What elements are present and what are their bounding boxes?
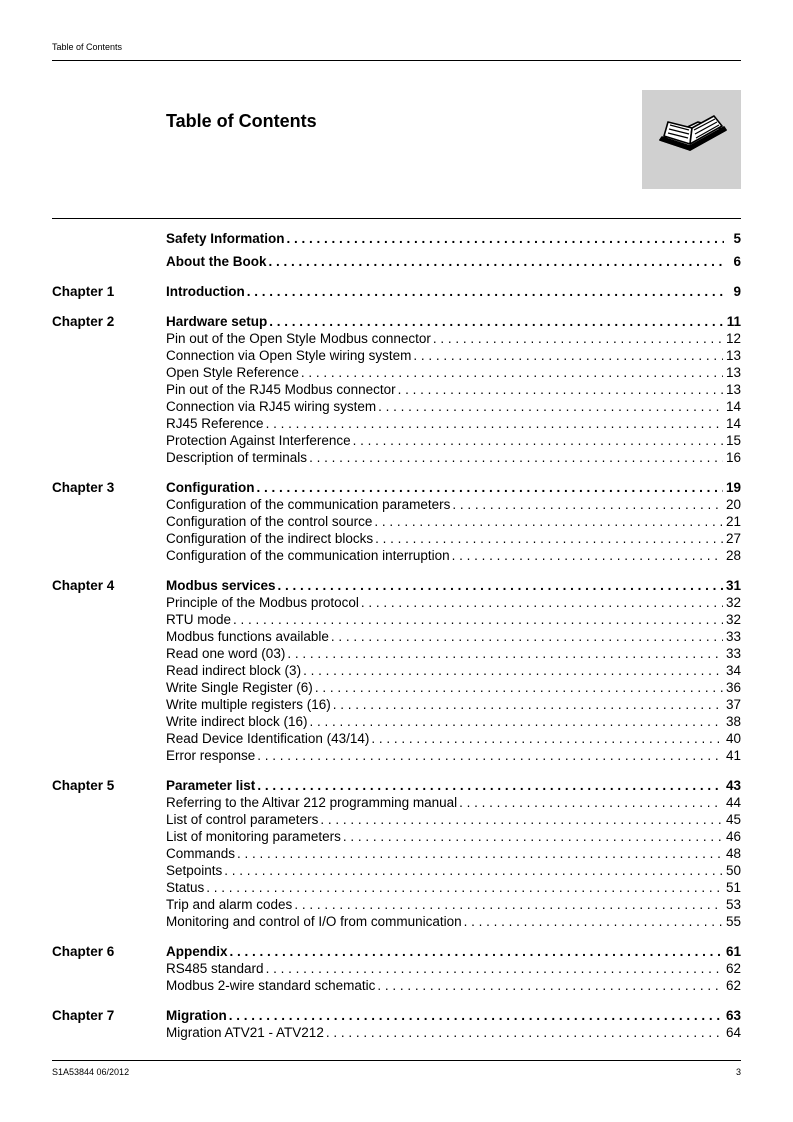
leader-dots: [287, 645, 723, 662]
chapter-section: [52, 283, 741, 300]
toc-entry-page: 53: [725, 897, 741, 912]
toc-entry-title: Modbus services: [166, 578, 276, 593]
toc-entry[interactable]: [166, 449, 741, 466]
toc-entry-page: 44: [725, 795, 741, 810]
chapter-heading-entry[interactable]: [166, 1007, 741, 1024]
toc-entry-page: 37: [725, 697, 741, 712]
toc-entry-title: Parameter list: [166, 778, 256, 793]
toc-entry-title: Configuration of the control source: [166, 514, 373, 529]
chapter-heading-entry[interactable]: [166, 943, 741, 960]
leader-dots: [375, 530, 723, 547]
leader-dots: [309, 449, 723, 466]
toc-entry-title: Introduction: [166, 284, 245, 299]
table-of-contents: [52, 230, 741, 1054]
toc-entry[interactable]: [166, 794, 741, 811]
toc-entry[interactable]: [166, 960, 741, 977]
chapter-section: [52, 777, 741, 930]
toc-entry-page: 27: [725, 531, 741, 546]
page-title: Table of Contents: [166, 111, 317, 131]
toc-entry-page: 33: [725, 629, 741, 644]
toc-entry[interactable]: [166, 611, 741, 628]
toc-entry[interactable]: [166, 879, 741, 896]
toc-entry-title: Setpoints: [166, 863, 223, 878]
toc-entry-title: Hardware setup: [166, 314, 268, 329]
toc-entry-page: 12: [725, 331, 741, 346]
toc-entry[interactable]: [166, 330, 741, 347]
toc-entry-title: Protection Against Interference: [166, 433, 351, 448]
toc-entry[interactable]: [166, 645, 741, 662]
chapter-heading-entry[interactable]: [166, 283, 741, 300]
leader-dots: [464, 913, 723, 930]
toc-entry-page: 51: [725, 880, 741, 895]
toc-entry-title: Pin out of the RJ45 Modbus connector: [166, 382, 396, 397]
chapter-section: [52, 943, 741, 994]
toc-entry-page: 31: [725, 578, 741, 593]
leader-dots: [256, 479, 722, 496]
toc-entry-title: Principle of the Modbus protocol: [166, 595, 359, 610]
leader-dots: [301, 364, 723, 381]
toc-entry-title: Migration: [166, 1008, 227, 1023]
leader-dots: [229, 1007, 723, 1024]
title-rule: [52, 218, 741, 219]
chapter-heading-entry[interactable]: [166, 313, 741, 330]
toc-entry-page: 43: [725, 778, 741, 793]
toc-entry-page: 15: [725, 433, 741, 448]
toc-entry[interactable]: [166, 679, 741, 696]
toc-entry-title: Configuration of the communication interruption: [166, 548, 450, 563]
toc-entry-page: 19: [725, 480, 741, 495]
leader-dots: [353, 432, 723, 449]
toc-entry[interactable]: [166, 913, 741, 930]
toc-entry[interactable]: [166, 381, 741, 398]
toc-entry-title: Write Single Register (6): [166, 680, 313, 695]
leader-dots: [237, 845, 723, 862]
toc-entry-title: Configuration of the indirect blocks: [166, 531, 374, 546]
leader-dots: [343, 828, 723, 845]
toc-entry-title: Safety Information: [166, 231, 285, 246]
leader-dots: [224, 862, 723, 879]
toc-entry[interactable]: [166, 398, 741, 415]
toc-entry-title: Trip and alarm codes: [166, 897, 293, 912]
toc-entry-page: 48: [725, 846, 741, 861]
leader-dots: [278, 577, 723, 594]
toc-entry[interactable]: [166, 696, 741, 713]
leader-dots: [377, 977, 723, 994]
toc-entry-title: RTU mode: [166, 612, 232, 627]
leader-dots: [303, 662, 723, 679]
page-number: 3: [735, 1067, 741, 1077]
toc-entry-page: 33: [725, 646, 741, 661]
toc-entry-page: 50: [725, 863, 741, 878]
toc-entry[interactable]: [166, 415, 741, 432]
toc-entry-page: 13: [725, 382, 741, 397]
toc-entry-page: 20: [725, 497, 741, 512]
chapter-label: Chapter 4: [52, 578, 115, 593]
leader-dots: [266, 960, 723, 977]
toc-entry-title: Configuration: [166, 480, 255, 495]
toc-entry-page: 62: [725, 978, 741, 993]
toc-entry-page: 41: [725, 748, 741, 763]
toc-entry-title: Error response: [166, 748, 256, 763]
toc-entry[interactable]: [166, 347, 741, 364]
leader-dots: [452, 547, 723, 564]
leader-dots: [378, 398, 723, 415]
toc-entry-title: Referring to the Altivar 212 programming manual: [166, 795, 458, 810]
leader-dots: [333, 696, 723, 713]
toc-entry[interactable]: [166, 730, 741, 747]
toc-entry-page: 40: [725, 731, 741, 746]
toc-entry-title: Read indirect block (3): [166, 663, 302, 678]
toc-entry-title: Modbus 2-wire standard schematic: [166, 978, 376, 993]
toc-entry[interactable]: [166, 977, 741, 994]
chapter-heading-entry[interactable]: [166, 577, 741, 594]
open-book-icon: [652, 110, 730, 160]
toc-entry[interactable]: [166, 713, 741, 730]
toc-entry-title: Pin out of the Open Style Modbus connector: [166, 331, 431, 346]
chapter-section: [52, 313, 741, 466]
toc-entry[interactable]: [166, 811, 741, 828]
chapter-section: [52, 577, 741, 764]
leader-dots: [287, 230, 724, 247]
toc-entry-page: 21: [725, 514, 741, 529]
toc-entry[interactable]: [166, 747, 741, 764]
leader-dots: [326, 1024, 723, 1041]
toc-entry-safety[interactable]: [166, 230, 741, 247]
leader-dots: [320, 811, 723, 828]
toc-entry-title: Appendix: [166, 944, 228, 959]
toc-entry[interactable]: [166, 594, 741, 611]
toc-entry-title: Modbus functions available: [166, 629, 329, 644]
chapter-label: Chapter 1: [52, 284, 115, 299]
chapter-label: Chapter 2: [52, 314, 115, 329]
toc-entry-page: 62: [725, 961, 741, 976]
toc-entry-title: Commands: [166, 846, 236, 861]
toc-entry-page: 45: [725, 812, 741, 827]
front-matter-section: [52, 230, 741, 270]
toc-entry[interactable]: [166, 513, 741, 530]
book-icon-box: [642, 90, 741, 189]
footer-rule: [52, 1060, 741, 1061]
toc-entry-page: 34: [725, 663, 741, 678]
toc-entry-title: Read one word (03): [166, 646, 286, 661]
chapter-section: [52, 1007, 741, 1041]
toc-entry-about[interactable]: [166, 253, 741, 270]
chapter-section: [52, 479, 741, 564]
toc-entry[interactable]: [166, 628, 741, 645]
chapter-label: Chapter 6: [52, 944, 115, 959]
leader-dots: [331, 628, 723, 645]
chapter-heading-entry[interactable]: [166, 777, 741, 794]
toc-entry-page: 32: [725, 595, 741, 610]
toc-entry-page: 13: [725, 348, 741, 363]
leader-dots: [230, 943, 723, 960]
toc-entry-page: 38: [725, 714, 741, 729]
toc-entry-title: RJ45 Reference: [166, 416, 264, 431]
toc-entry-page: 63: [725, 1008, 741, 1023]
document-reference: S1A53844 06/2012: [52, 1067, 130, 1077]
leader-dots: [361, 594, 723, 611]
chapter-label: Chapter 5: [52, 778, 115, 793]
toc-entry[interactable]: [166, 845, 741, 862]
toc-entry[interactable]: [166, 1024, 741, 1041]
toc-entry[interactable]: [166, 547, 741, 564]
chapter-list: [52, 283, 741, 1041]
leader-dots: [433, 330, 723, 347]
leader-dots: [459, 794, 723, 811]
toc-entry[interactable]: [166, 496, 741, 513]
toc-entry-title: Status: [166, 880, 205, 895]
leader-dots: [374, 513, 723, 530]
toc-entry-title: Connection via Open Style wiring system: [166, 348, 412, 363]
toc-entry-page: 11: [726, 314, 741, 329]
leader-dots: [294, 896, 723, 913]
toc-entry-page: 32: [725, 612, 741, 627]
toc-entry-title: Migration ATV21 - ATV212: [166, 1025, 324, 1040]
toc-entry-title: Write indirect block (16): [166, 714, 308, 729]
toc-entry[interactable]: [166, 364, 741, 381]
toc-entry-page: 14: [725, 416, 741, 431]
toc-entry-title: Description of terminals: [166, 450, 308, 465]
toc-entry[interactable]: [166, 662, 741, 679]
toc-entry-page: 6: [733, 254, 741, 269]
leader-dots: [310, 713, 723, 730]
leader-dots: [315, 679, 723, 696]
chapter-label: Chapter 3: [52, 480, 115, 495]
toc-entry[interactable]: [166, 896, 741, 913]
toc-entry-title: Connection via RJ45 wiring system: [166, 399, 377, 414]
toc-entry-page: 9: [733, 284, 741, 299]
header-rule: [52, 60, 741, 61]
toc-entry[interactable]: [166, 828, 741, 845]
leader-dots: [206, 879, 723, 896]
leader-dots: [269, 253, 725, 270]
toc-entry-title: List of monitoring parameters: [166, 829, 341, 844]
leader-dots: [452, 496, 723, 513]
toc-entry-title: Write multiple registers (16): [166, 697, 331, 712]
leader-dots: [247, 283, 724, 300]
toc-entry-title: RS485 standard: [166, 961, 264, 976]
leader-dots: [257, 777, 723, 794]
toc-entry-title: Open Style Reference: [166, 365, 299, 380]
toc-entry-title: List of control parameters: [166, 812, 319, 827]
leader-dots: [266, 415, 723, 432]
toc-entry[interactable]: [166, 530, 741, 547]
toc-entry[interactable]: [166, 432, 741, 449]
chapter-label: Chapter 7: [52, 1008, 115, 1023]
leader-dots: [398, 381, 723, 398]
toc-entry-title: Read Device Identification (43/14): [166, 731, 370, 746]
toc-entry-page: 14: [725, 399, 741, 414]
toc-entry-title: Monitoring and control of I/O from communication: [166, 914, 462, 929]
toc-entry-page: 5: [733, 231, 741, 246]
toc-entry-page: 28: [725, 548, 741, 563]
toc-entry-title: About the Book: [166, 254, 267, 269]
toc-entry-page: 55: [725, 914, 741, 929]
toc-entry-page: 16: [725, 450, 741, 465]
toc-entry[interactable]: [166, 862, 741, 879]
toc-entry-page: 36: [725, 680, 741, 695]
toc-entry-page: 61: [725, 944, 741, 959]
leader-dots: [269, 313, 723, 330]
running-header: Table of Contents: [52, 42, 123, 52]
toc-entry-title: Configuration of the communication parameters: [166, 497, 451, 512]
toc-entry-page: 64: [725, 1025, 741, 1040]
leader-dots: [233, 611, 723, 628]
toc-entry-page: 46: [725, 829, 741, 844]
chapter-heading-entry[interactable]: [166, 479, 741, 496]
leader-dots: [371, 730, 723, 747]
toc-entry-page: 13: [725, 365, 741, 380]
leader-dots: [257, 747, 723, 764]
leader-dots: [413, 347, 723, 364]
